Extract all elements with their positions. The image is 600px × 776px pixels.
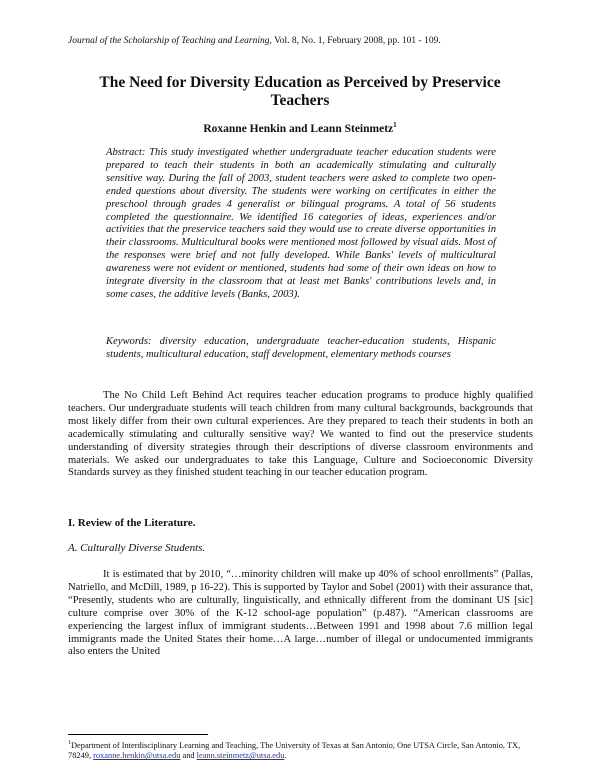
journal-header bbox=[68, 36, 441, 46]
issue-info: , Vol. 8, No. 1, February 2008, pp. 101 - 109. bbox=[269, 36, 441, 46]
abstract: Abstract: This study investigated whether undergraduate teacher education students were prepared to teach their students in both an academically stimulating and culturally sensitive way. During the fall of 2003, student teachers were asked to complete two open-ended questions about diversity. The students were working on certificates in either the preschool through grades 4 generalist or bilingual programs. A total of 56 students completed the questionnaire. We identified 16 categories of ideas, experiences and/or activities that the preservice teachers said they would use to create diverse opportunities in their classrooms. Multicultural books were mentioned most followed by visual aids. Most of the responses were brief and not fully developed. While Banks' levels of multicultural awareness were not evident or mentioned, students had some of their own ideas on how to integrate diversity in the classroom that at least met Banks' contributions levels and, in some cases, the additive levels (Banks, 2003). bbox=[106, 147, 496, 300]
footnote-divider bbox=[68, 734, 208, 735]
keywords: Keywords: diversity education, undergraduate teacher-education students, Hispanic students, multicultural education, staff development, elementary methods courses bbox=[106, 336, 496, 360]
email-link-steinmetz[interactable]: leann.steinmetz@utsa.edu bbox=[196, 751, 285, 761]
footnote-end: . bbox=[284, 751, 287, 761]
section-heading: I. Review of the Literature. bbox=[68, 517, 196, 529]
footnote-text: Department of Interdisciplinary Learning and Teaching, The University of Texas at San Antonio, One UTSA Circle, San Antonio, TX, 78249, bbox=[68, 740, 521, 761]
email-link-henkin[interactable]: roxanne.henkin@utsa.edu bbox=[93, 751, 181, 761]
paper-title: The Need for Diversity Education as Perceived by Preservice Teachers bbox=[99, 74, 501, 109]
footnote bbox=[68, 738, 533, 762]
literature-paragraph: It is estimated that by 2010, “…minority children will make up 40% of school enrollments” (Pallas, Natriello, and McDill, 1989, p 16-22). This is supported by Taylor and Sobel (2001) with their assurance that, “Presently, students who are culturally, linguistically, and ethnically different from the dominant US [sic] culture comprise over 30% of the K-12 school-age population” (p.487). “American classrooms are experiencing the largest influx of immigrant students…Between 1991 and 1998 about 7.6 million legal immigrants made the United States their home…A large…number of illegal or undocumented immigrants also enters the United bbox=[68, 569, 533, 658]
authors: Roxanne Henkin and Leann Steinmetz bbox=[203, 122, 394, 135]
subsection-heading: A. Culturally Diverse Students. bbox=[68, 542, 206, 554]
author-footnote-mark[interactable]: 1 bbox=[393, 121, 397, 129]
footnote-mark: 1 bbox=[68, 740, 71, 746]
journal-name: Journal of the Scholarship of Teaching and Learning bbox=[68, 36, 270, 46]
intro-paragraph: The No Child Left Behind Act requires teacher education programs to produce highly qualified teachers. Our undergraduate students will teach children from many cultural backgrounds, backgrounds that most likely differ from their own cultural experiences. Are they prepared to teach their students in both an academically stimulating and culturally sensitive way? We wanted to find out the preservice students understanding of diversity strategies through their descriptions of diverse classroom environments and materials. We asked our undergraduates to take this Language, Culture and Socioeconomic Diversity Standards survey as they finished student teaching in our teacher education program. bbox=[68, 390, 533, 479]
footnote-conjunction: and bbox=[180, 751, 197, 761]
author-line bbox=[70, 121, 530, 135]
